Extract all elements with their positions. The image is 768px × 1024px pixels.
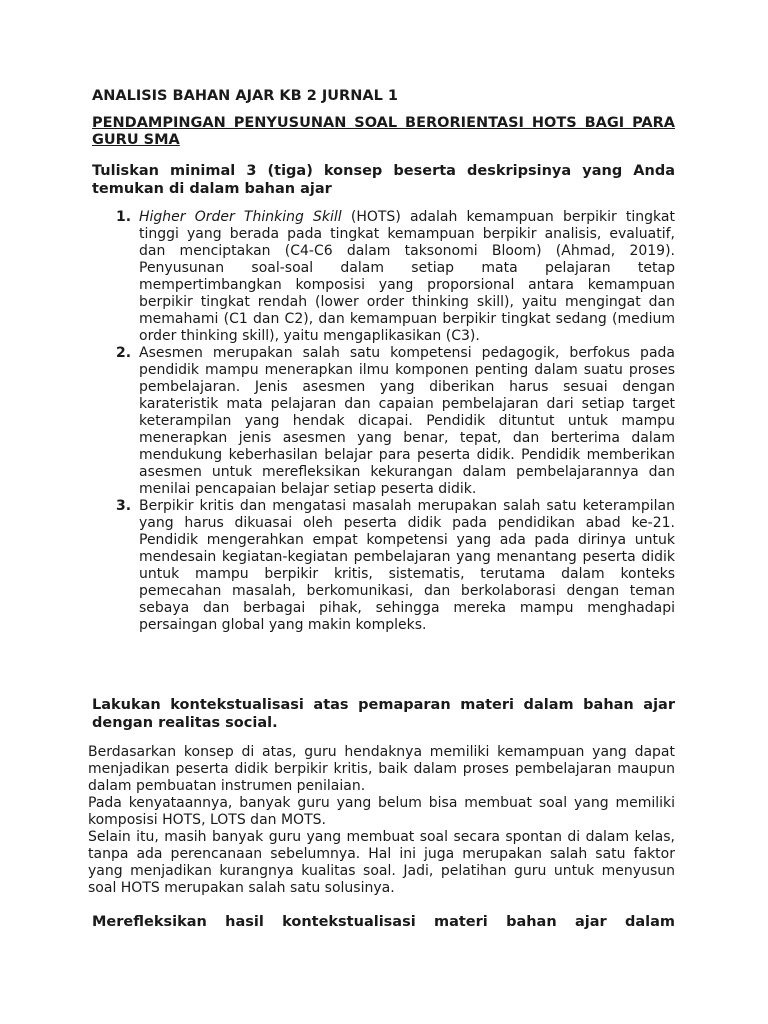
document-subtitle: PENDAMPINGAN PENYUSUNAN SOAL BERORIENTASI HOTS BAGI PARA GURU SMA (92, 115, 675, 148)
contextualization-body (88, 744, 675, 897)
list-item-number: 3. (116, 498, 132, 514)
concept-description: Berpikir kritis dan mengatasi masalah merupakan salah satu keterampilan yang harus dikuasai oleh peserta didik pada pendidikan abad ke-21. Pendidik mengerahkan empat kompetensi yang ada pada dirinya untuk mendesain kegiatan-kegiatan pembelajaran yang menantang peserta didik untuk mampu berpikir kritis, sistematis, terutama dalam konteks pemecahan masalah, berkomunikasi, dan berkolaborasi dengan teman sebaya dan berbagai pihak, sehingga mereka mampu menghadapi persaingan global yang makin kompleks. (139, 498, 675, 633)
concept-term: Higher Order Thinking Skill (139, 209, 342, 225)
concept-description: Asesmen merupakan salah satu kompetensi pedagogik, berfokus pada pendidik mampu menerapkan ilmu komponen penting dalam suatu proses pembelajaran. Jenis asesmen yang diberikan harus sesuai dengan karateristik mata pelajaran dan capaian pembelajaran dari setiap target keterampilan yang hendak dicapai. Pendidik dituntut untuk mampu menerapkan jenis asesmen yang benar, tepat, dan berterima dalam mendukung keberhasilan belajar para peserta didik. Pendidik memberikan asesmen untuk merefleksikan kekurangan dalam pembelajarannya dan menilai pencapaian belajar setiap peserta didik. (139, 345, 675, 497)
section-heading-concepts: Tuliskan minimal 3 (tiga) konsep beserta deskripsinya yang Anda temukan di dalam bahan ajar (92, 163, 675, 197)
list-item (92, 498, 675, 634)
list-item-number: 1. (116, 209, 132, 225)
body-paragraph: Berdasarkan konsep di atas, guru hendaknya memiliki kemampuan yang dapat menjadikan peserta didik berpikir kritis, baik dalam proses pembelajaran maupun dalam pembuatan instrumen penilaian. (88, 744, 675, 794)
body-paragraph: Selain itu, masih banyak guru yang membuat soal secara spontan di dalam kelas, tanpa ada perencanaan sebelumnya. Hal ini juga merupakan salah satu faktor yang menjadikan kurangnya kualitas soal. Jadi, pelatihan guru untuk menyusun soal HOTS merupakan salah satu solusinya. (88, 829, 675, 896)
body-paragraph: Pada kenyataannya, banyak guru yang belum bisa membuat soal yang memiliki komposisi HOTS, LOTS dan MOTS. (88, 795, 675, 828)
section-heading-reflection: Merefleksikan hasil kontekstualisasi materi bahan ajar dalam (92, 914, 675, 930)
concept-description: (HOTS) adalah kemampuan berpikir tingkat tinggi yang berada pada tingkat kemampuan berpikir analisis, evaluatif, dan menciptakan (C4-C6 dalam taksonomi Bloom) (Ahmad, 2019). Penyusunan soal-soal dalam setiap mata pelajaran tetap mempertimbangkan komposisi yang proporsional antara kemampuan berpikir tingkat rendah (lower order thinking skill), yaitu mengingat dan memahami (C1 dan C2), dan kemampuan berpikir tingkat sedang (medium order thinking skill), yaitu mengaplikasikan (C3). (139, 209, 675, 344)
list-item (92, 209, 675, 345)
concept-list (92, 209, 675, 634)
document-title: ANALISIS BAHAN AJAR KB 2 JURNAL 1 (92, 88, 398, 104)
list-item (92, 345, 675, 498)
list-item-number: 2. (116, 345, 132, 361)
section-heading-contextualization: Lakukan kontekstualisasi atas pemaparan materi dalam bahan ajar dengan realitas social. (92, 697, 675, 731)
